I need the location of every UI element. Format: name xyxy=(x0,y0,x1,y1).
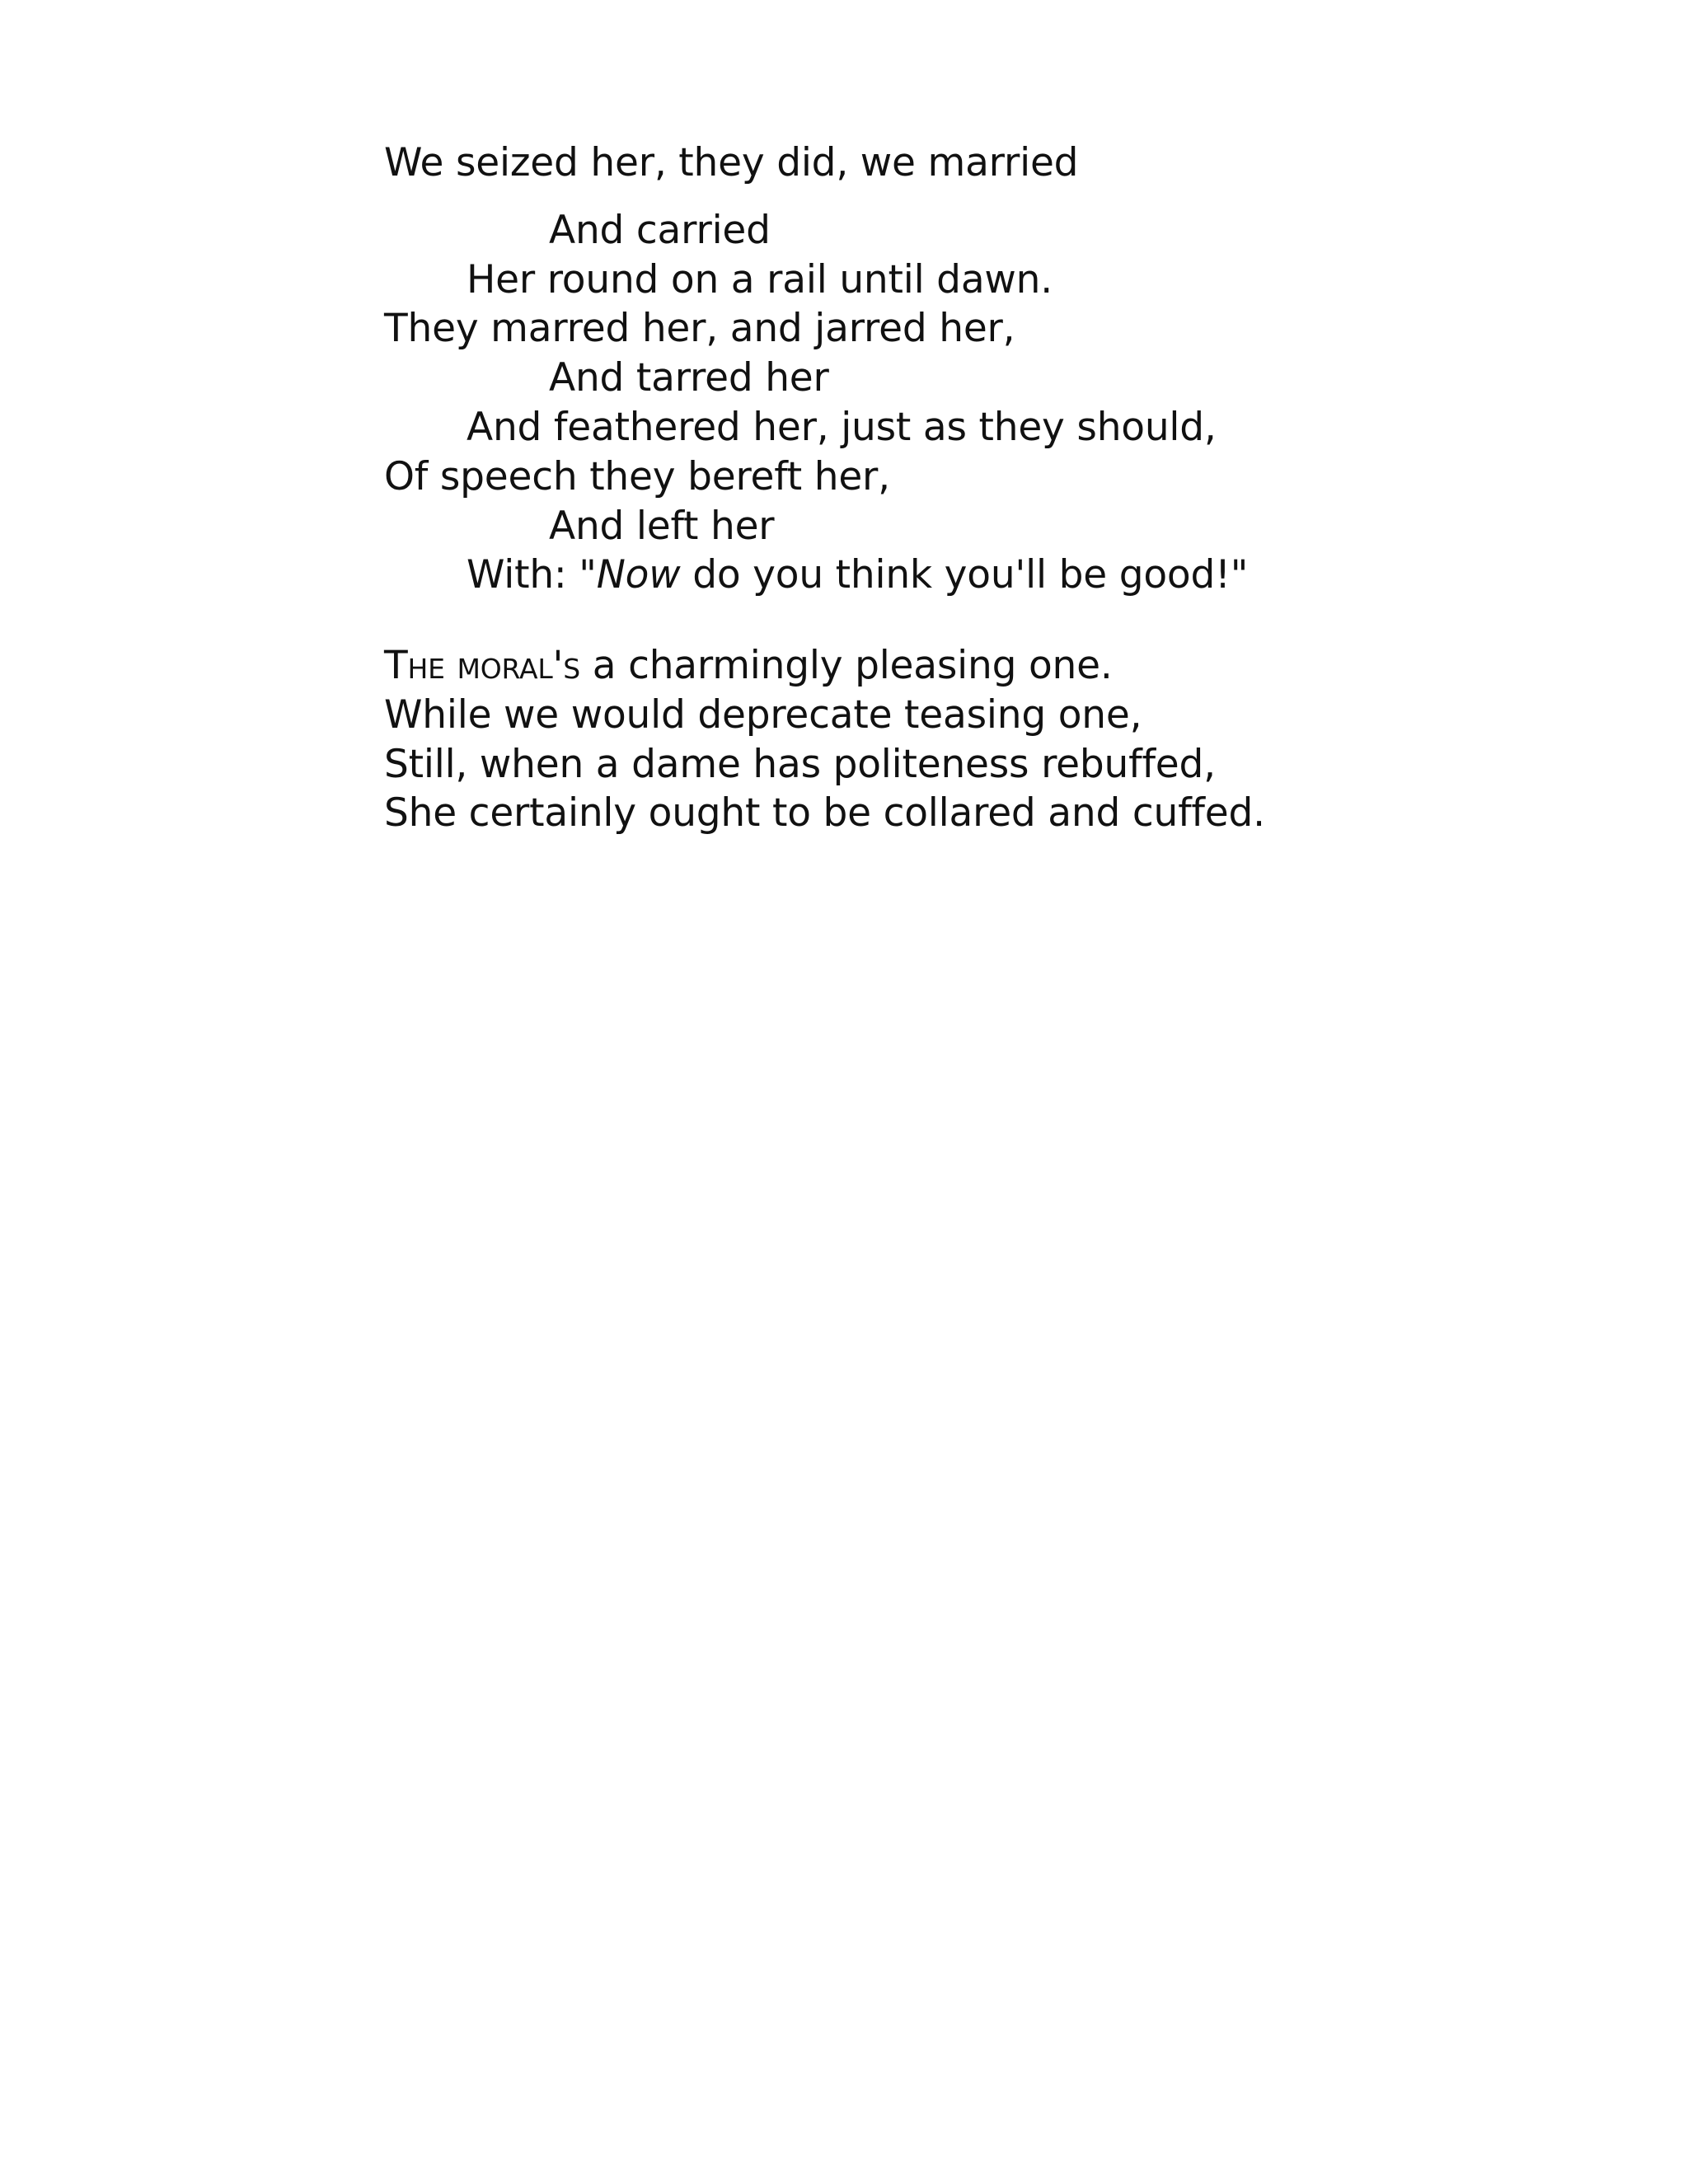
moral-line: While we would deprecate teasing one, xyxy=(384,692,1142,738)
verse-line: And carried xyxy=(549,208,771,253)
verse-line-last xyxy=(467,551,1248,600)
verse-text: With: " xyxy=(467,552,597,598)
verse-text: do you think you'll be good!" xyxy=(680,552,1249,598)
verse-line: And left her xyxy=(549,504,775,549)
verse-line: Of speech they bereft her, xyxy=(384,454,890,499)
moral-line xyxy=(384,641,1113,691)
verse-text: a charmingly pleasing one. xyxy=(579,643,1113,688)
verse-line: And tarred her xyxy=(549,355,829,401)
moral-line: She certainly ought to be collared and cuffed. xyxy=(384,790,1265,836)
verse-line: And feathered her, just as they should, xyxy=(467,405,1217,450)
verse-line: Her round on a rail until dawn. xyxy=(467,257,1053,302)
moral-line: Still, when a dame has politeness rebuffed, xyxy=(384,742,1216,787)
emphasis-text: Now xyxy=(596,552,681,598)
verse-line: They marred her, and jarred her, xyxy=(384,306,1015,351)
small-caps-lead: The moral's xyxy=(384,643,580,688)
clipped-verse-line: We seized her, they did, we married xyxy=(384,140,1079,185)
